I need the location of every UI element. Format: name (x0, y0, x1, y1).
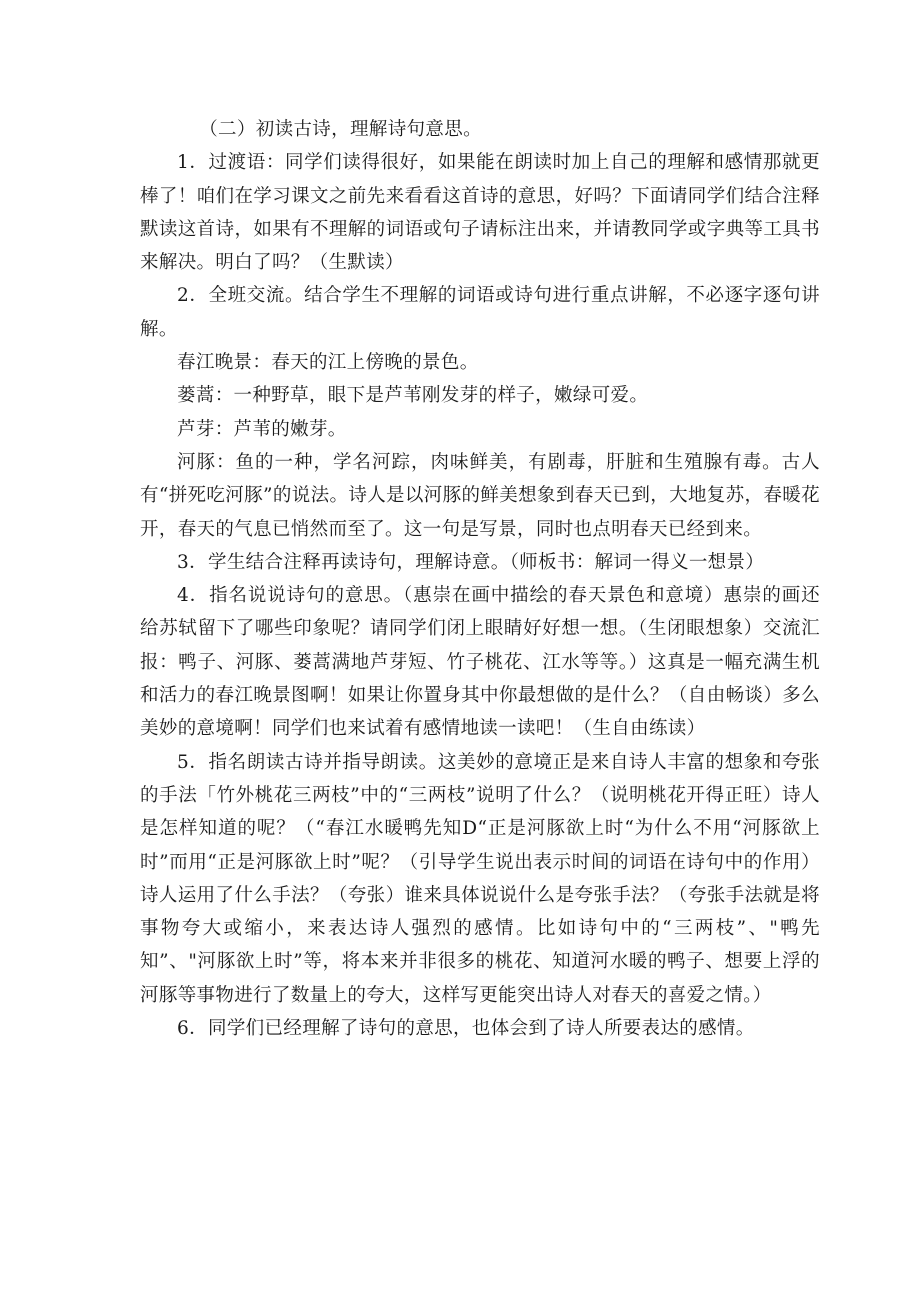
definition-luya: 芦芽：芦苇的嫩芽。 (177, 418, 347, 440)
section-heading: （二）初读古诗，理解诗句意思。 (199, 119, 482, 140)
paragraph-step-5: 5．指名朗读古诗并指导朗读。这美妙的意境正是来自诗人丰富的想象和夸张的手法「竹外桃花三两枝”中的“三两枝”说明了什么？（说明桃花开得正旺）诗人是怎样知道的呢？（“春江水暖鸭先知D“正是河豚欲上时“为什么不用“河豚欲上时”而用“正是河豚欲上时”呢？（引导学生说出表示时间的词语在诗句中的作用）诗人运用了什么手法？（夸张）谁来具体说说什么是夸张手法？（夸张手法就是将事物夸大或缩小，来表达诗人强烈的感情。比如诗句中的“三两枝”、"鸭先知”、"河豚欲上时”等，将本来并非很多的桃花、知道河水暖的鸭子、想要上浮的河豚等事物进行了数量上的夸大，这样写更能突出诗人对春天的喜爱之情。） (140, 751, 820, 1006)
definition-chunjiang-wanjing: 春江晚景：春天的江上傍晚的景色。 (177, 352, 479, 374)
paragraph-step-2: 2．全班交流。结合学生不理解的词语或诗句进行重点讲解，不必逐字逐句讲解。 (140, 285, 820, 340)
definition-louhao: 蒌蒿：一种野草，眼下是芦苇刚发芽的样子，嫩绿可爱。 (177, 385, 649, 407)
paragraph-step-6: 6．同学们已经理解了诗句的意思，也体会到了诗人所要表达的感情。 (177, 1018, 755, 1040)
paragraph-step-3: 3．学生结合注释再读诗句，理解诗意。（师板书：解词一得义一想景） (177, 551, 765, 573)
paragraph-step-4: 4．指名说说诗句的意思。（惠崇在画中描绘的春天景色和意境）惠崇的画还给苏轼留下了哪些印象呢？请同学们闭上眼睛好好想一想。（生闭眼想象）交流汇报：鸭子、河豚、蒌蒿满地芦芽短、竹子桃花、江水等等。）这真是一幅充满生机和活力的春江晚景图啊！如果让你置身其中你最想做的是什么？（自由畅谈）多么美妙的意境啊！同学们也来试着有感情地读一读吧！（生自由练读） (140, 585, 820, 740)
paragraph-step-1: 1．过渡语：同学们读得很好，如果能在朗读时加上自己的理解和感情那就更棒了！咱们在学习课文之前先来看看这首诗的意思，好吗？下面请同学们结合注释默读这首诗，如果有不理解的词语或句子请标注出来，并请教同学或字典等工具书来解决。明白了吗？（生默读） (140, 152, 820, 274)
document-page (140, 113, 820, 1045)
definition-hetun: 河豚：鱼的一种，学名河踪，肉味鲜美，有剧毒，肝脏和生殖腺有毒。古人有“拼死吃河豚”的说法。诗人是以河豚的鲜美想象到春天已到，大地复苏，春暖花开，春天的气息已悄然而至了。这一句是写景，同时也点明春天已经到来。 (140, 451, 820, 540)
